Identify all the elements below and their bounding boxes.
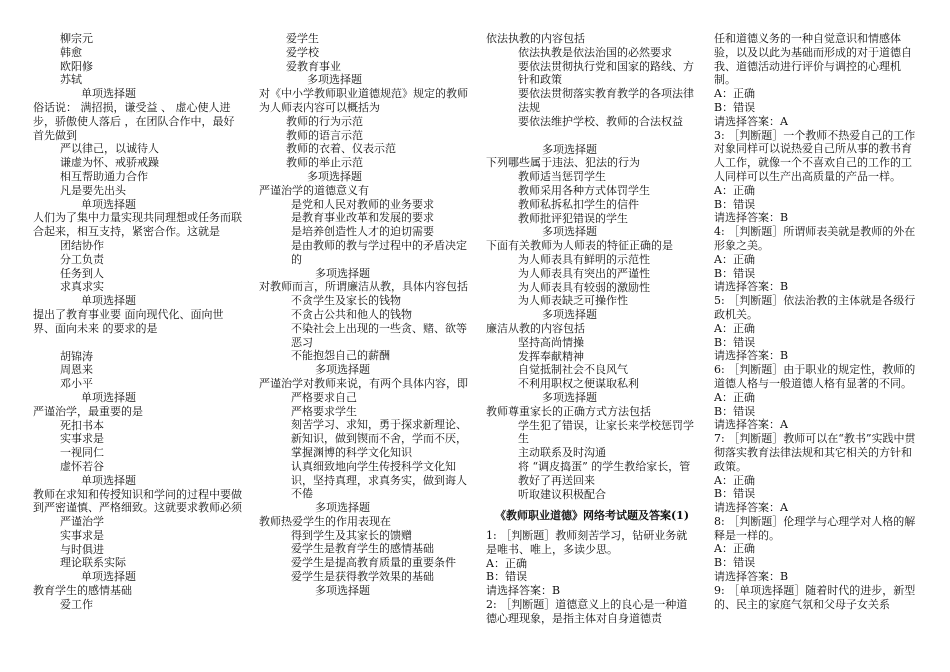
text-line: 是党和人民对教师的业务要求	[291, 197, 434, 211]
text-line: 教师的行为示范	[286, 114, 363, 128]
text-line: A：正确	[714, 183, 755, 197]
text-line: 教师的语言示范	[286, 128, 363, 142]
text-line: 凡是要先出头	[60, 183, 126, 197]
text-line: 爱教育事业	[286, 59, 341, 73]
text-line: 不贪学生及家长的钱物	[291, 294, 401, 308]
text-line: 教师适当惩罚学生	[518, 170, 606, 184]
text-line: 求真求实	[60, 280, 104, 294]
text-line: B：错误	[486, 570, 528, 584]
text-line: 依法执教的内容包括	[486, 32, 585, 45]
text-line: 教师在求知和传授知识和学问的过程中要做到严密谨慎、严格细致。这就要求教师必须	[33, 487, 242, 515]
text-line: 为人师表具有较弱的激励性	[518, 280, 650, 294]
text-line: 6: ［判断题］由于职业的规定性，教师的道德人格与一般道德人格有显著的不同。	[714, 363, 916, 390]
text-line: 爱工作	[60, 597, 93, 611]
text-line: 爱学校	[286, 45, 319, 59]
text-line: A：正确	[714, 473, 755, 487]
text-line: B：错误	[714, 197, 756, 211]
text-line: 实事求是	[60, 528, 104, 542]
text-line: 多项选择题	[315, 266, 370, 280]
text-line: 依法执教是依法治国的必然要求	[518, 45, 672, 59]
text-line: 严谨治学对教师来说，有两个具体内容，即	[259, 376, 468, 390]
text-line: 一视同仁	[60, 446, 104, 460]
text-line: 对《中小学教师职业道德规范》规定的教师为人师表内容可以概括为	[259, 87, 468, 114]
text-line: 学生犯了错误，让家长来学校惩罚学生	[518, 418, 694, 446]
text-line: 单项选择题	[81, 473, 136, 487]
text-line: 多项选择题	[542, 308, 597, 322]
text-line: 教师热爱学生的作用表现在	[259, 514, 391, 528]
text-line: 请选择答案：B	[714, 349, 789, 363]
text-line: 严格要求学生	[291, 404, 357, 418]
text-line: 教师采用各种方式体罚学生	[518, 183, 650, 197]
text-line: 单项选择题	[81, 197, 136, 211]
text-line: 虚怀若谷	[60, 459, 104, 473]
text-line: 多项选择题	[307, 169, 362, 183]
text-line: 提出了教育事业要 面向现代化、面向世界、面向未来 的要求的是	[33, 307, 224, 335]
text-line: 教师批评犯错误的学生	[518, 211, 628, 225]
text-line: 是教育事业改革和发展的要求	[291, 211, 434, 225]
text-line: 是培养创造性人才的迫切需要	[291, 225, 434, 239]
text-line: 不染社会上出现的一些贪、赌、欲等恶习	[291, 321, 467, 349]
text-line: 教师私拆私扣学生的信件	[518, 197, 639, 211]
text-line: 单项选择题	[81, 294, 136, 308]
text-line: 请选择答案：A	[714, 418, 788, 432]
text-line: 5: ［判断题］依法治教的主体就是各级行政机关。	[714, 294, 916, 321]
text-line: 要依法维护学校、教师的合法权益	[518, 114, 683, 128]
text-line: A：正确	[714, 542, 755, 556]
text-line: 分工负责	[60, 252, 104, 266]
section-heading: 《教师职业道德》网络考试题及答案(1)	[494, 509, 690, 523]
text-line: 任务到人	[60, 266, 104, 280]
text-line: 爱学生是获得教学效果的基础	[291, 570, 434, 584]
column-4	[714, 32, 919, 611]
text-line: 相互帮助通力合作	[60, 169, 148, 183]
text-line: 实事求是	[60, 432, 104, 446]
text-line: 欧阳修	[60, 59, 93, 73]
text-line: 自觉抵制社会不良风气	[518, 363, 628, 377]
text-line: 苏轼	[60, 73, 82, 87]
text-line: 为人师表缺乏可操作性	[518, 294, 628, 308]
text-line: 单项选择题	[81, 570, 136, 584]
text-line: 得到学生及其家长的馈赠	[291, 528, 412, 542]
text-line: 9: ［单项选择题］随着时代的进步，新型的、民主的家庭气氛和父母子女关系	[714, 583, 916, 611]
text-line: 任和道德义务的一种自觉意识和情感体验，以及以此为基础而形成的对于道德自我、道德活动进行评价与调控的心理机制。	[714, 32, 912, 87]
text-line: 发挥奉献精神	[518, 349, 584, 363]
text-line: 主动联系及时沟通	[518, 446, 606, 460]
text-line: 教师尊重家长的正确方式方法包括	[486, 404, 651, 418]
text-line: 严格要求自己	[291, 390, 357, 404]
text-line: 请选择答案：B	[486, 584, 561, 598]
text-line: 严谨治学的道德意义有	[259, 183, 369, 197]
text-line: 下列哪些属于违法、犯法的行为	[486, 156, 640, 170]
text-line: 为人师表具有突出的严谨性	[518, 266, 650, 280]
text-line: 多项选择题	[542, 225, 597, 239]
column-1	[33, 32, 243, 612]
text-line: 严谨治学，最重要的是	[33, 404, 143, 418]
text-line: 坚持高尚情操	[518, 335, 584, 349]
text-line: 多项选择题	[542, 390, 597, 404]
text-line: 人们为了集中力量实现共同理想或任务而联合起来，相互支持，紧密合作。这就是	[33, 211, 242, 239]
text-line: 爱学生是提高教育质量的重要条件	[291, 556, 456, 570]
text-line: A：正确	[714, 390, 755, 404]
text-line: 单项选择题	[81, 87, 136, 101]
text-line: 谦虚为怀、戒骄戒躁	[60, 156, 159, 170]
text-line: 周恩来	[60, 363, 93, 377]
text-line: 教师的衣着、仪表示范	[286, 142, 396, 156]
text-line: 不能抱怨自己的薪酬	[291, 349, 390, 363]
text-line: A：正确	[486, 556, 527, 570]
text-line: 7: ［判断题］教师可以在“教书”实践中贯彻落实教育法律法规和其它相关的方针和政策。	[714, 432, 916, 473]
text-line: 严以律己，以诚待人	[60, 142, 159, 156]
text-line: 4: ［判断题］所谓师表美就是教师的外在形象之美。	[714, 225, 916, 252]
text-line: 多项选择题	[307, 73, 362, 87]
text-line: 韩愈	[60, 45, 82, 59]
text-line: 请选择答案：B	[714, 570, 789, 584]
text-line: 听取建议积极配合	[518, 487, 606, 501]
text-line: 刻苦学习、求知，勇于探求新理论、新知识，做到锲而不舍，学而不厌，掌握渊博的科学文化知识	[291, 418, 467, 459]
text-line: A：正确	[714, 87, 755, 101]
text-line: 教师的举止示范	[286, 156, 363, 170]
text-line: 要依法贯彻落实教育教学的各项法律法规	[518, 87, 694, 114]
text-line: 不贪占公共和他人的钱物	[291, 307, 412, 321]
spacer	[486, 129, 698, 143]
text-line: 多项选择题	[315, 363, 370, 377]
text-line: 8: ［判断题］伦理学与心理学对人格的解释是一样的。	[714, 514, 916, 542]
text-line: 将 “调皮捣蛋” 的学生教给家长，管教好了再送回来	[518, 459, 691, 487]
text-line: 严谨治学	[60, 515, 104, 529]
spacer	[33, 336, 243, 350]
text-line: 请选择答案：A	[714, 501, 788, 515]
text-line: 2: ［判断题］道德意义上的良心是一种道德心理现象，是指主体对自身道德责	[486, 598, 688, 625]
text-line: 爱学生是教育学生的感情基础	[291, 542, 434, 556]
text-line: 要依法贯彻执行党和国家的路线、方针和政策	[518, 59, 694, 87]
text-line: 胡锦涛	[60, 349, 93, 363]
text-line: 下面有关教师为人师表的特征正确的是	[486, 239, 673, 253]
text-line: 为人师表具有鲜明的示范性	[518, 252, 650, 266]
text-line: B：错误	[714, 335, 756, 349]
text-line: 单项选择题	[81, 390, 136, 404]
text-line: 多项选择题	[315, 501, 370, 515]
text-line: 3: ［判断题］一个教师不热爱自己的工作对象同样可以说热爱自己所从事的教书育人工作，就像一个不喜欢自己的工作的工人同样可以生产出高质量的产品一样。	[714, 128, 916, 183]
text-line: 认真细致地向学生传授科学文化知识，坚持真理，求真务实，做到诲人不倦	[291, 459, 467, 501]
column-3	[486, 32, 698, 626]
text-line: B：错误	[714, 266, 756, 280]
text-line: B：错误	[714, 100, 756, 114]
text-line: B：错误	[714, 556, 756, 570]
text-line: 与时俱进	[60, 542, 104, 556]
text-line: 请选择答案：B	[714, 280, 789, 294]
text-line: 邓小平	[60, 377, 93, 391]
text-line: 俗话说： 满招损，谦受益 、 虚心使人进步，骄傲使人落后 ，在团队合作中，最好首先做到	[33, 100, 235, 142]
text-line: A：正确	[714, 252, 755, 266]
text-line: B：错误	[714, 487, 756, 501]
text-line: 教育学生的感情基础	[33, 584, 132, 598]
column-2	[259, 32, 471, 598]
text-line: 1: ［判断题］教师刻苦学习，钻研业务就是唯书、唯上，多读少思。	[486, 529, 688, 556]
text-line: A：正确	[714, 321, 755, 335]
text-line: 廉洁从教的内容包括	[486, 321, 585, 335]
text-line: 多项选择题	[315, 583, 370, 597]
text-line: 团结协作	[60, 238, 104, 252]
text-line: 柳宗元	[60, 32, 93, 45]
text-line: 请选择答案：A	[714, 114, 788, 128]
text-line: 对教师而言，所谓廉洁从教，具体内容包括	[259, 280, 468, 294]
text-line: 不利用职权之便谋取私利	[518, 377, 639, 391]
text-line: 爱学生	[286, 32, 319, 45]
text-line: B：错误	[714, 404, 756, 418]
text-line: 是由教师的教与学过程中的矛盾决定的	[291, 238, 467, 266]
text-line: 请选择答案：B	[714, 211, 789, 225]
text-line: 理论联系实际	[60, 556, 126, 570]
text-line: 多项选择题	[542, 142, 597, 156]
text-line: 死扣书本	[60, 418, 104, 432]
